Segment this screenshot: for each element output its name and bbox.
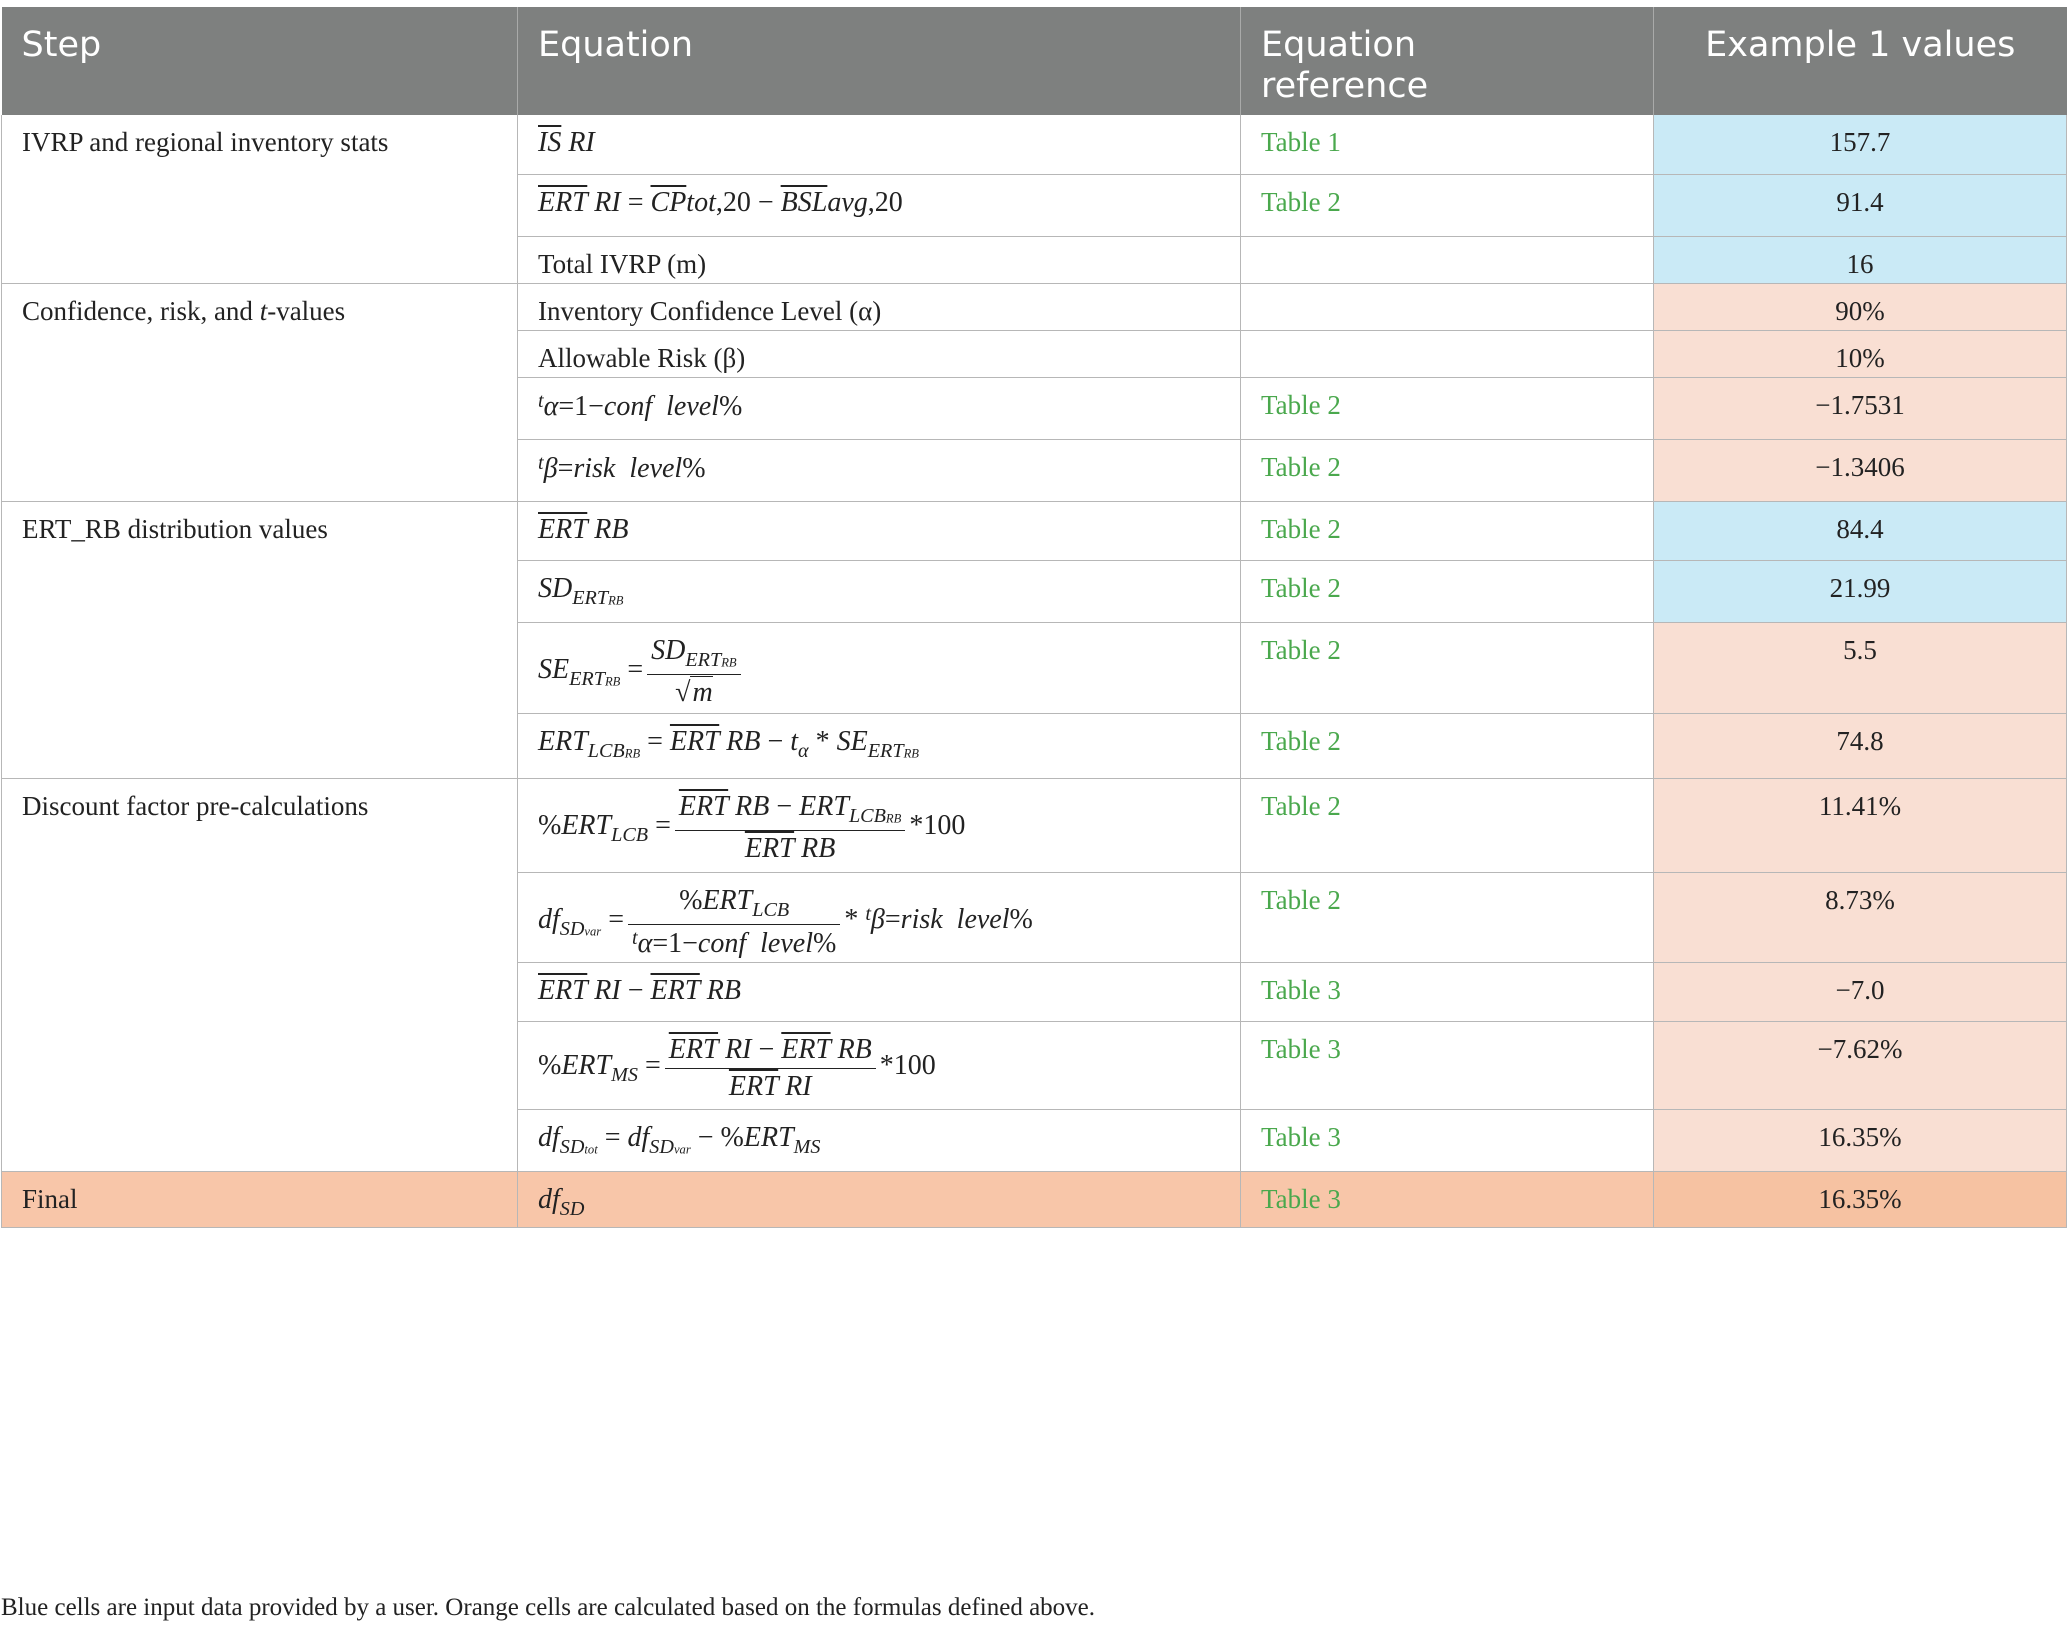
header-reference-line2: reference xyxy=(1261,66,1429,106)
step-final: Final xyxy=(2,1171,518,1227)
header-equation: Equation xyxy=(518,7,1241,115)
table-header-row xyxy=(2,7,2067,115)
value-cell: 8.73% xyxy=(1654,872,2067,962)
table-row xyxy=(2,778,2067,872)
value-cell: 90% xyxy=(1654,283,2067,330)
step-ivrp: IVRP and regional inventory stats xyxy=(2,115,518,283)
header-step: Step xyxy=(2,7,518,115)
table-row xyxy=(2,115,2067,174)
reference-cell: Table 2 xyxy=(1241,439,1654,501)
equation-allowable-risk: Allowable Risk (β) xyxy=(518,330,1241,377)
step-confidence-post: -values xyxy=(267,295,346,326)
reference-cell xyxy=(1241,236,1654,283)
value-cell: −7.62% xyxy=(1654,1021,2067,1109)
calculation-table xyxy=(1,7,2067,1228)
equation-pct-ert-ms: $\%ERT_{MS}$ = $\frac{\overline{ERT} RI - \overline{ERT} RB}{\overline{ERT} RI}$ *100 xyxy=(518,1021,1241,1109)
value-cell: 16.35% xyxy=(1654,1171,2067,1227)
reference-cell: Table 2 xyxy=(1241,377,1654,439)
equation-df-sd: $df_{SD}$ xyxy=(518,1171,1241,1227)
value-cell: 11.41% xyxy=(1654,778,2067,872)
value-cell: 10% xyxy=(1654,330,2067,377)
step-confidence-pre: Confidence, risk, and xyxy=(22,295,260,326)
equation-df-sd-var: $df_{SDvar}$ = $\frac{\%ERT_{LCB}}{^t\alpha=1-conf level\%}$ * $^t$β=risk level% xyxy=(518,872,1241,962)
reference-cell: Table 3 xyxy=(1241,1171,1654,1227)
reference-cell: Table 2 xyxy=(1241,622,1654,713)
reference-cell: Table 2 xyxy=(1241,872,1654,962)
value-cell: 91.4 xyxy=(1654,174,2067,236)
reference-cell: Table 2 xyxy=(1241,560,1654,622)
reference-cell: Table 2 xyxy=(1241,174,1654,236)
equation-is-ri: $\overline{IS}$ RI xyxy=(518,115,1241,174)
equation-pct-ert-lcb: $\%ERT_{LCB}$ = $\frac{\overline{ERT} RB - ERT_{LCBRB}}{\overline{ERT} RB}$ *100 xyxy=(518,778,1241,872)
equation-sd-ert: $SD_{ERTRB}$ xyxy=(518,560,1241,622)
header-reference xyxy=(1241,7,1654,115)
reference-cell: Table 3 xyxy=(1241,1109,1654,1171)
reference-cell: Table 2 xyxy=(1241,713,1654,778)
value-cell: −1.7531 xyxy=(1654,377,2067,439)
equation-t-beta: $^t$β=risk level% xyxy=(518,439,1241,501)
equation-ert-rb: $\overline{ERT}$ RB xyxy=(518,501,1241,560)
reference-cell xyxy=(1241,283,1654,330)
header-reference-line1: Equation xyxy=(1261,25,1417,65)
reference-cell: Table 2 xyxy=(1241,501,1654,560)
value-cell: 16 xyxy=(1654,236,2067,283)
reference-cell: Table 1 xyxy=(1241,115,1654,174)
value-cell: 157.7 xyxy=(1654,115,2067,174)
value-cell: −1.3406 xyxy=(1654,439,2067,501)
equation-df-sd-tot: $df_{SDtot} = df_{SDvar} - \%ERT_{MS}$ xyxy=(518,1109,1241,1171)
equation-ert-diff: $\overline{ERT}$ RI − $\overline{ERT}$ RB xyxy=(518,962,1241,1021)
equation-t-alpha: $^t$α=1−conf level% xyxy=(518,377,1241,439)
equation-se-ert: $SE_{ERTRB}$ = $\frac{SD_{ERTRB}}{√m}$ xyxy=(518,622,1241,713)
equation-total-ivrp: Total IVRP (m) xyxy=(518,236,1241,283)
equation-ert-ri: $\overline{ERT}$ RI = $\overline{CP}tot,20 - \overline{BSL}avg,20$ xyxy=(518,174,1241,236)
step-ert-rb: ERT_RB distribution values xyxy=(2,501,518,778)
value-cell: 5.5 xyxy=(1654,622,2067,713)
step-confidence xyxy=(2,283,518,501)
value-cell: 16.35% xyxy=(1654,1109,2067,1171)
value-cell: 84.4 xyxy=(1654,501,2067,560)
value-cell: 74.8 xyxy=(1654,713,2067,778)
header-values: Example 1 values xyxy=(1654,7,2067,115)
table-row xyxy=(2,283,2067,330)
table-row-final xyxy=(2,1171,2067,1227)
step-confidence-t: t xyxy=(259,295,268,326)
reference-cell: Table 2 xyxy=(1241,778,1654,872)
reference-cell xyxy=(1241,330,1654,377)
reference-cell: Table 3 xyxy=(1241,1021,1654,1109)
step-discount: Discount factor pre-calculations xyxy=(2,778,518,1171)
reference-cell: Table 3 xyxy=(1241,962,1654,1021)
equation-ert-lcb: $ERT_{LCBRB} = \overline{ERT}$ RB − $t_\alpha * SE_{ERTRB}$ xyxy=(518,713,1241,778)
table-row xyxy=(2,501,2067,560)
equation-confidence-level: Inventory Confidence Level (α) xyxy=(518,283,1241,330)
table-footnote: Blue cells are input data provided by a user. Orange cells are calculated based on the formulas defined above. xyxy=(1,1594,1096,1621)
value-cell: −7.0 xyxy=(1654,962,2067,1021)
value-cell: 21.99 xyxy=(1654,560,2067,622)
